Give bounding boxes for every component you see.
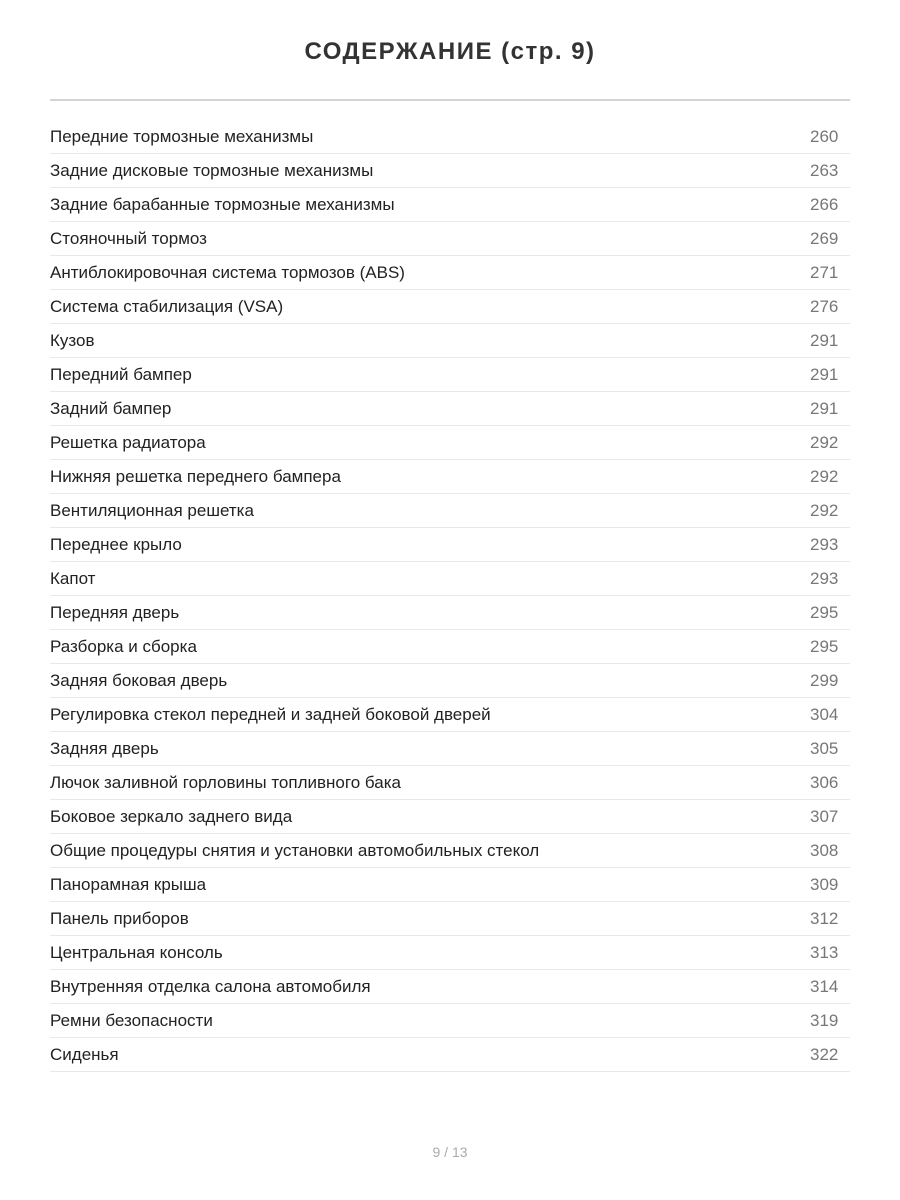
toc-entry[interactable] (50, 222, 850, 256)
toc-entry[interactable] (50, 426, 850, 460)
toc-list (50, 120, 850, 1072)
toc-entry-title: Передние тормозные механизмы (50, 127, 314, 146)
toc-entry[interactable] (50, 324, 850, 358)
toc-entry-page: 293 (810, 569, 839, 588)
toc-entry-page: 308 (810, 841, 839, 860)
toc-entry[interactable] (50, 392, 850, 426)
toc-entry[interactable] (50, 664, 850, 698)
toc-entry-page: 291 (810, 365, 839, 384)
toc-entry-page: 276 (810, 297, 839, 316)
toc-entry-title: Передняя дверь (50, 603, 180, 622)
toc-entry-page: 295 (810, 603, 839, 622)
toc-entry[interactable] (50, 358, 850, 392)
toc-entry-title: Ремни безопасности (50, 1011, 213, 1030)
toc-entry-page: 291 (810, 331, 839, 350)
toc-entry-page: 260 (810, 127, 839, 146)
toc-entry-title: Решетка радиатора (50, 433, 206, 452)
toc-entry[interactable] (50, 188, 850, 222)
toc-entry-page: 314 (810, 977, 839, 996)
toc-entry-title: Стояночный тормоз (50, 229, 207, 248)
toc-entry[interactable] (50, 1004, 850, 1038)
toc-entry[interactable] (50, 460, 850, 494)
toc-entry-page: 304 (810, 705, 839, 724)
toc-entry[interactable] (50, 834, 850, 868)
toc-entry-title: Центральная консоль (50, 943, 223, 962)
toc-entry-title: Задняя дверь (50, 739, 159, 758)
toc-entry-page: 312 (810, 909, 839, 928)
toc-entry-page: 293 (810, 535, 839, 554)
toc-entry-title: Задние барабанные тормозные механизмы (50, 195, 395, 214)
toc-entry[interactable] (50, 902, 850, 936)
toc-entry-title: Сиденья (50, 1045, 119, 1064)
toc-entry-title: Вентиляционная решетка (50, 501, 254, 520)
toc-entry[interactable] (50, 868, 850, 902)
toc-entry-page: 292 (810, 501, 839, 520)
toc-entry-page: 266 (810, 195, 839, 214)
toc-entry-page: 299 (810, 671, 839, 690)
toc-entry[interactable] (50, 256, 850, 290)
toc-entry-page: 319 (810, 1011, 839, 1030)
toc-entry-title: Общие процедуры снятия и установки автомобильных стекол (50, 841, 540, 860)
toc-entry-page: 307 (810, 807, 839, 826)
toc-entry-page: 322 (810, 1045, 839, 1064)
toc-entry[interactable] (50, 698, 850, 732)
toc-entry[interactable] (50, 766, 850, 800)
toc-entry[interactable] (50, 1038, 850, 1072)
toc-entry-page: 292 (810, 467, 839, 486)
toc-entry-page: 291 (810, 399, 839, 418)
toc-entry[interactable] (50, 494, 850, 528)
toc-entry[interactable] (50, 120, 850, 154)
title-divider (50, 99, 850, 101)
toc-entry[interactable] (50, 732, 850, 766)
toc-entry[interactable] (50, 290, 850, 324)
toc-entry-title: Регулировка стекол передней и задней боковой дверей (50, 705, 491, 724)
toc-entry-title: Антиблокировочная система тормозов (ABS) (50, 263, 405, 282)
toc-entry-title: Система стабилизация (VSA) (50, 297, 284, 316)
toc-entry-page: 269 (810, 229, 839, 248)
toc-entry[interactable] (50, 800, 850, 834)
toc-entry[interactable] (50, 936, 850, 970)
toc-entry-page: 263 (810, 161, 839, 180)
toc-entry-title: Передний бампер (50, 365, 192, 384)
toc-entry-page: 292 (810, 433, 839, 452)
toc-entry-title: Боковое зеркало заднего вида (50, 807, 293, 826)
toc-entry-title: Кузов (50, 331, 95, 350)
toc-entry-title: Переднее крыло (50, 535, 182, 554)
toc-entry-page: 309 (810, 875, 839, 894)
page-title: СОДЕРЖАНИЕ (стр. 9) (304, 38, 596, 65)
toc-entry-title: Разборка и сборка (50, 637, 197, 656)
toc-entry[interactable] (50, 596, 850, 630)
toc-entry-page: 295 (810, 637, 839, 656)
toc-entry-title: Нижняя решетка переднего бампера (50, 467, 341, 486)
toc-entry-page: 313 (810, 943, 839, 962)
toc-entry[interactable] (50, 154, 850, 188)
toc-entry-page: 306 (810, 773, 839, 792)
toc-entry-page: 305 (810, 739, 839, 758)
toc-entry[interactable] (50, 562, 850, 596)
toc-entry-title: Задний бампер (50, 399, 172, 418)
toc-entry-title: Панорамная крыша (50, 875, 207, 894)
page-indicator: 9 / 13 (432, 1144, 468, 1160)
toc-entry-title: Задняя боковая дверь (50, 671, 228, 690)
toc-entry[interactable] (50, 528, 850, 562)
toc-entry-title: Панель приборов (50, 909, 189, 928)
toc-entry-title: Капот (50, 569, 96, 588)
toc-entry-page: 271 (810, 263, 839, 282)
toc-entry-title: Лючок заливной горловины топливного бака (50, 773, 401, 792)
toc-entry[interactable] (50, 970, 850, 1004)
toc-entry-title: Внутренняя отделка салона автомобиля (50, 977, 371, 996)
toc-entry-title: Задние дисковые тормозные механизмы (50, 161, 374, 180)
toc-entry[interactable] (50, 630, 850, 664)
